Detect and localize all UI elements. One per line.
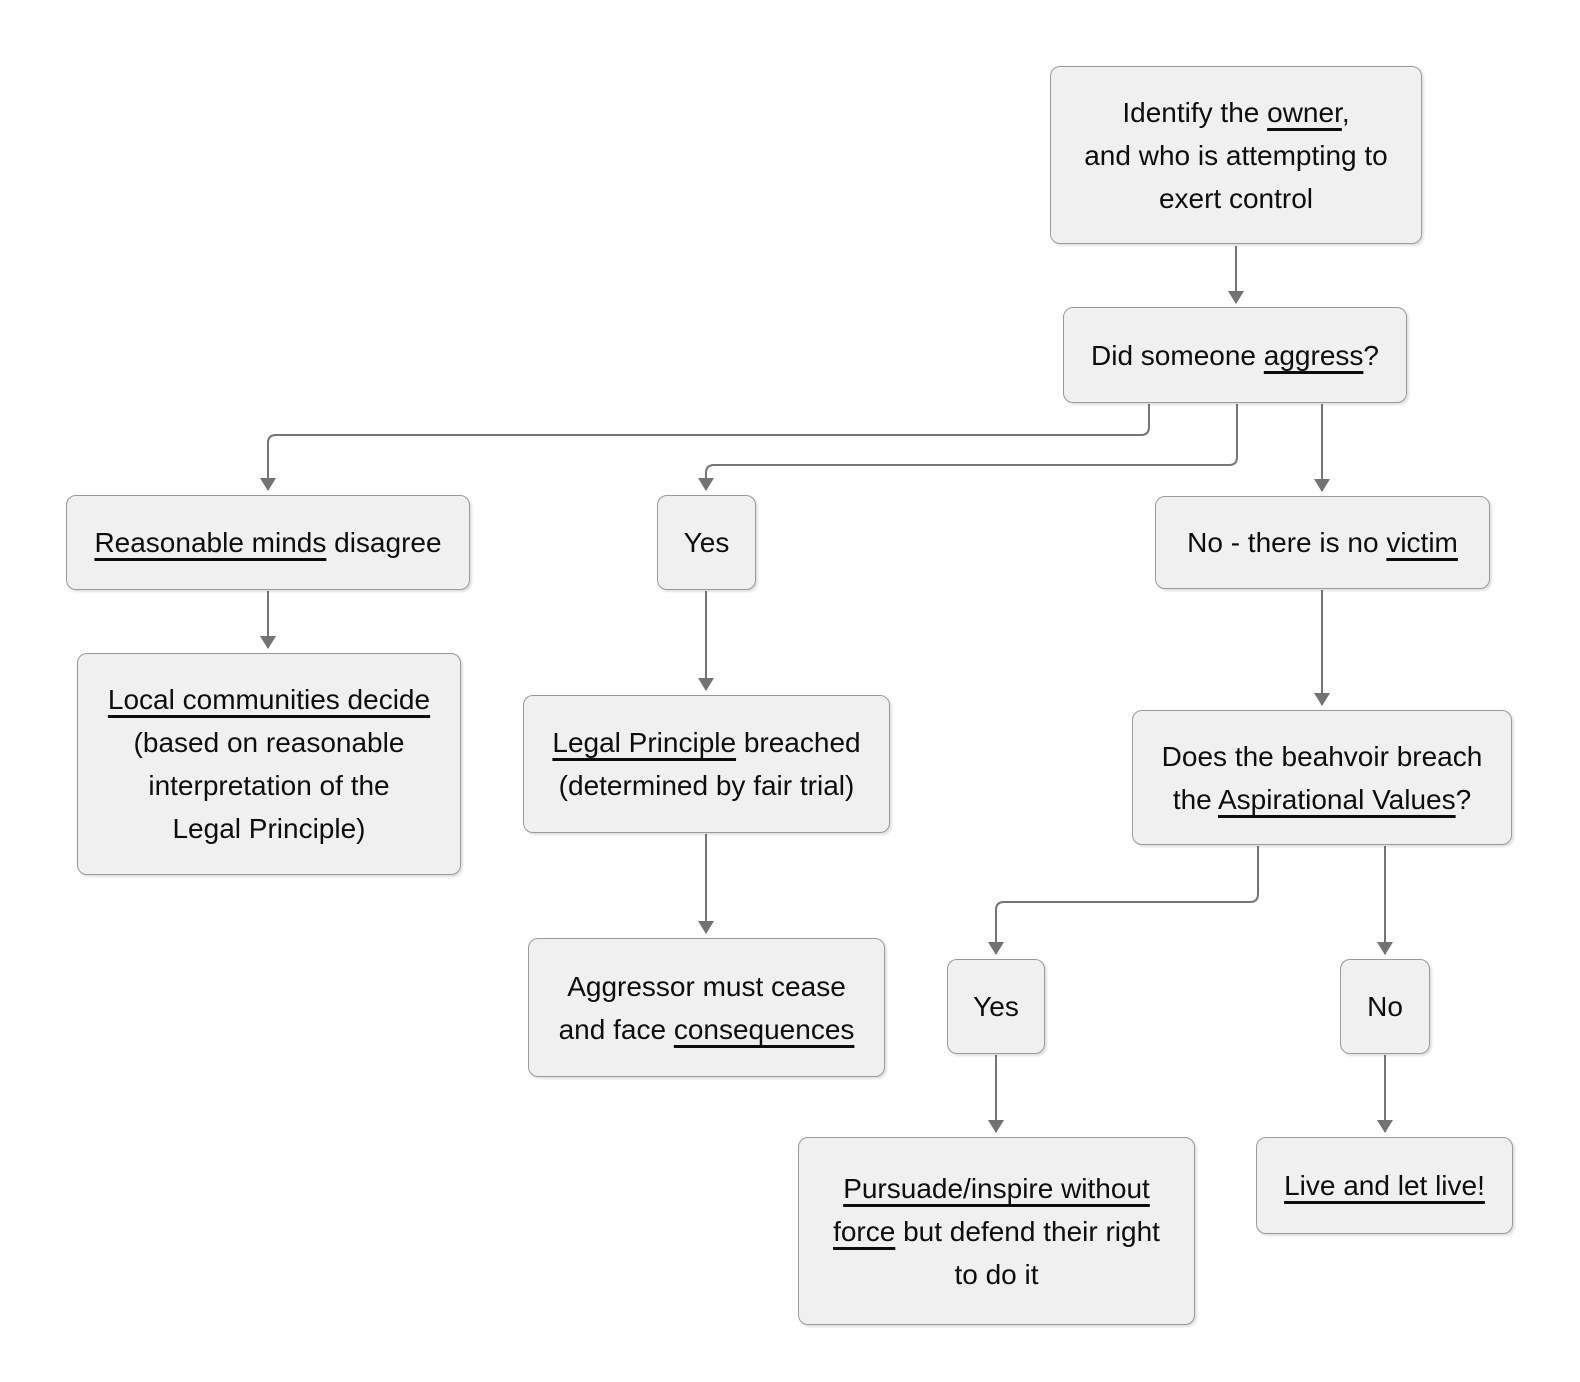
node-yes-aggress <box>657 495 756 590</box>
node-did-someone-aggress <box>1063 307 1407 403</box>
node-label: Legal Principle breached (determined by fair trial) <box>552 727 861 801</box>
node-label: Did someone aggress? <box>1091 339 1379 371</box>
node-legal-principle-breached <box>523 695 890 833</box>
node-reasonable-minds-disagree <box>66 495 470 590</box>
node-no-aspirational <box>1340 959 1430 1054</box>
node-live-and-let-live <box>1256 1137 1513 1234</box>
edge-aggress-to-yes <box>706 404 1237 490</box>
node-label: Does the beahvoir breach the Aspirational Values? <box>1161 740 1483 815</box>
node-label: Yes <box>973 991 1019 1022</box>
node-label: Aggressor must cease and face consequences <box>558 970 855 1045</box>
node-local-communities-decide <box>77 653 461 875</box>
node-label: Local communities decide (based on reasonable interpretation of the Legal Principle) <box>107 684 431 844</box>
node-label: Identify the owner, and who is attempting to exert control <box>1084 96 1388 214</box>
node-label: No - there is no victim <box>1187 527 1458 558</box>
edge-aggress-to-reasonable <box>268 404 1149 490</box>
node-no-victim <box>1155 496 1490 589</box>
node-label: No <box>1367 991 1403 1022</box>
node-label: Reasonable minds disagree <box>94 527 442 558</box>
node-pursuade-inspire-without-force <box>798 1137 1195 1325</box>
node-label: Pursuade/inspire without force but defend their right to do it <box>833 1172 1160 1290</box>
node-yes-aspirational <box>947 959 1045 1054</box>
node-label: Yes <box>683 527 730 558</box>
node-aggressor-must-cease <box>528 938 885 1077</box>
node-label: Live and let live! <box>1284 1170 1485 1201</box>
node-breach-aspirational-values <box>1132 710 1512 845</box>
edge-aspirational-to-yes <box>996 846 1258 954</box>
node-identify-owner <box>1050 66 1422 244</box>
